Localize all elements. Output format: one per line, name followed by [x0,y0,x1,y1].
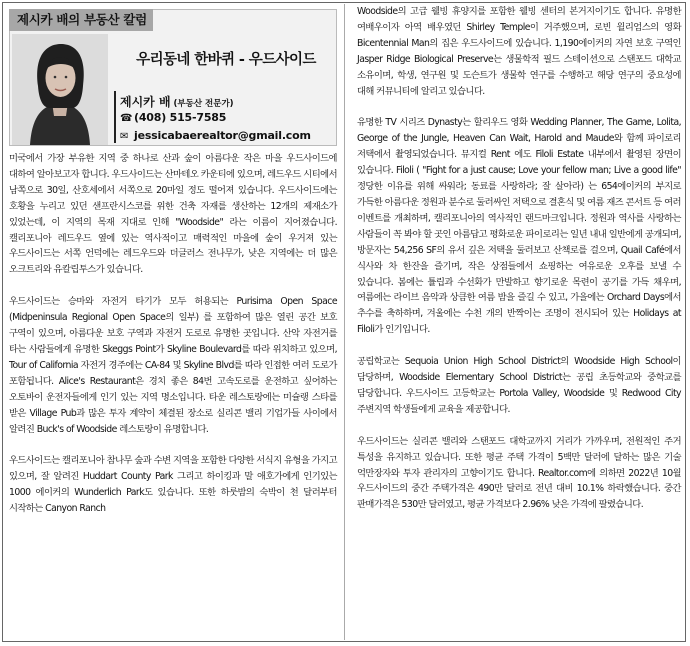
column-divider [344,4,345,640]
phone-number: (408) 515-7585 [134,111,227,124]
author-title: (부동산 전문가) [173,99,234,109]
paragraph: 미국에서 가장 부유한 지역 중 하나로 산과 숲이 아름다운 작은 마을 우드사이드에 대하여 알아보고자 합니다. 우드사이드는 산마테오 카운티에 있으며, 레드우드 시티에서 남쪽으로 30일, 산호세에서 서쪽으로 20마일 정도 떨어져 있습니다. 우드사이드에는 호황을 누리고 있던 샌프란시스코를 위한 건축 자재를 생산하는 12개의 제재소가 있었는데, 이 지역의 목재 지대로 인해 "Woodside" 라는 이름이 지어졌습니다. 캘리포니아 레드우드 옆에 있는 역사적이고 매력적인 마을에 숲이 우거져 있는 우드사이드는 서쪽 언덕에는 레드우드와 더글러스 전나무가, 낮은 지역에는 더 많은 오크트리와 유칼립투스가 있습니다. [9,153,337,276]
author-name-line [120,93,234,110]
paragraph: 공립학교는 Sequoia Union High School District의 Woodside High School이 담당하며, Woodside Elementary School District는 공립 초등학교와 중학교를 담당합니다. 우드사이드 고등학교는 Portola Valley, Woodside 및 Redwood City 주변지역 학생들에게 교육을 제공합니다. [357,356,681,415]
paragraph: 우드사이드는 캘리포니아 참나무 숲과 수변 지역을 포함한 다양한 서식지 유형을 가지고 있으며, 잘 알려진 Huddart County Park 그리고 하이킹과 말 애호가에게 인기있는 1000 에이커의 Wunderlich Park도 있습니다. 또한 하룻밤의 숙박이 천 달러부터 시작하는 Canyon Ranch [9,455,337,515]
author-phone [120,111,226,124]
author-name: 제시카 배 [120,95,171,109]
column-tag: 제시카 배의 부동산 칼럼 [9,9,153,31]
paragraph: 유명한 TV 시리즈 Dynasty는 할리우드 영화 Wedding Planner, The Game, Lolita, George of the Jungle, Heaven Can Wait, Harold and Maude와 함께 파이로리 저택에서 촬영되었습니다. 뮤지컬 Rent 에도 Filoli Estate 내부에서 촬영된 장면이 있습니다. Filoli ( "Fight for a just cause; Love your fellow man; Live a good life" 정당한 이유를 위해 싸워라; 동료를 사랑하라; 잘 살아라) 는 654에이커의 부지로 가득한 아름다운 정원과 분수로 둘러싸인 저택으로 결혼식 및 여름 재즈 콘서트 등 여러 이벤트를 개최하며, 캘리포니아의 역사적인 랜드마크입니다. 정원과 역사를 사랑하는 사람들이 꼭 봐야 할 곳인 아름답고 평화로운 파이로리는 일년 내내 일반에게 공개되며, 방문자는 54,256 SF의 유서 깊은 저택을 둘러보고 산책로를 걸으며, Quail Café에서 식사와 차 한잔을 즐기며, 작은 상점들에서 쇼핑하는 여유로운 오후를 보낼 수 있습니다. 봄에는 튤립과 수선화가 만발하고 향기로운 목련이 공기를 가득 채우며, 여름에는 라이브 음악과 상큼한 여름 밤을 즐길 수 있고, 가을에는 Orchard Days에서 추수를 축하하며, 겨울에는 수천 개의 반짝이는 조명이 전시되어 있는 Holidays at Filoli가 인기입니다. [357,117,681,336]
paragraph: 우드사이드는 실리콘 밸리와 스탠포드 대학교까지 거리가 가까우며, 전원적인 주거 특성을 유지하고 있습니다. 또한 평균 주택 가격이 5백만 달러에 달하는 많은 기술 억만장자와 투자 관리자의 고향이기도 합니다. Realtor.com에 의하면 2022년 10월 우드사이드의 중간 주택가격은 490만 달러로 전년 대비 10.1% 하락했습니다. 중간 판매가격은 530만 달러였고, 평균 가격보다 2.96% 낮은 가격에 팔렸습니다. [357,435,681,511]
email-address: jessicabaerealtor@gmail.com [134,129,311,142]
contact-accent-bar [114,91,116,143]
right-column [357,4,681,513]
envelope-icon: ✉ [120,131,129,142]
author-email [120,129,311,142]
author-photo [12,34,108,145]
left-column [9,151,337,533]
author-portrait-image [12,34,108,145]
phone-icon: ☎ [120,113,133,124]
paragraph: 우드사이드는 승마와 자전거 타기가 모두 허용되는 Purisima Open Space (Midpeninsula Regional Open Space의 일부) 를 포함하여 많은 열린 공간 보호 구역이 있으며, 아름다운 보호 구역과 자전거 도로로 유명한 곳입니다. 산악 자전거를 타는 사람들에게 유명한 Skeggs Point가 Skyline Boulevard를 따라 위치하고 있으며, Tour of California 자전거 경주에는 CA-84 및 Skyline Blvd를 따라 인접한 여러 도로가 포함됩니다. Alice's Restaurant은 경치 좋은 84번 고속도로를 운전하고 싶어하는 오토바이 운전자들에게 인기 있는 지역 명소입니다. 타운 레스토랑에는 미슐랭 스타를 받은 Village Pub과 많은 투자 계약이 체결된 장소로 실리콘 밸리 기업가들 사이에서 알려진 Buck's of Woodside 레스토랑이 유명합니다. [9,296,337,435]
headline: 우리동네 한바퀴 - 우드사이드 [136,52,316,68]
paragraph: Woodside의 고급 웰빙 휴양지를 포함한 웰빙 센터의 본거지이기도 합니다. 유명한 여배우이자 아역 배우였던 Shirley Temple이 거주했으며, 로빈 윌리엄스의 영화 Bicentennial Man의 집은 우드사이드에 있습니다. 1,190에이커의 자연 보호 구역인 Jasper Ridge Biological Preserve는 생물학적 필드 스테이션으로 스탠포드 대학교 소유이며, 학생, 연구원 및 도슨트가 생물학 연구를 수행하고 해당 연구의 중요성에 대해 커뮤니티에 알리고 있습니다. [357,6,681,97]
